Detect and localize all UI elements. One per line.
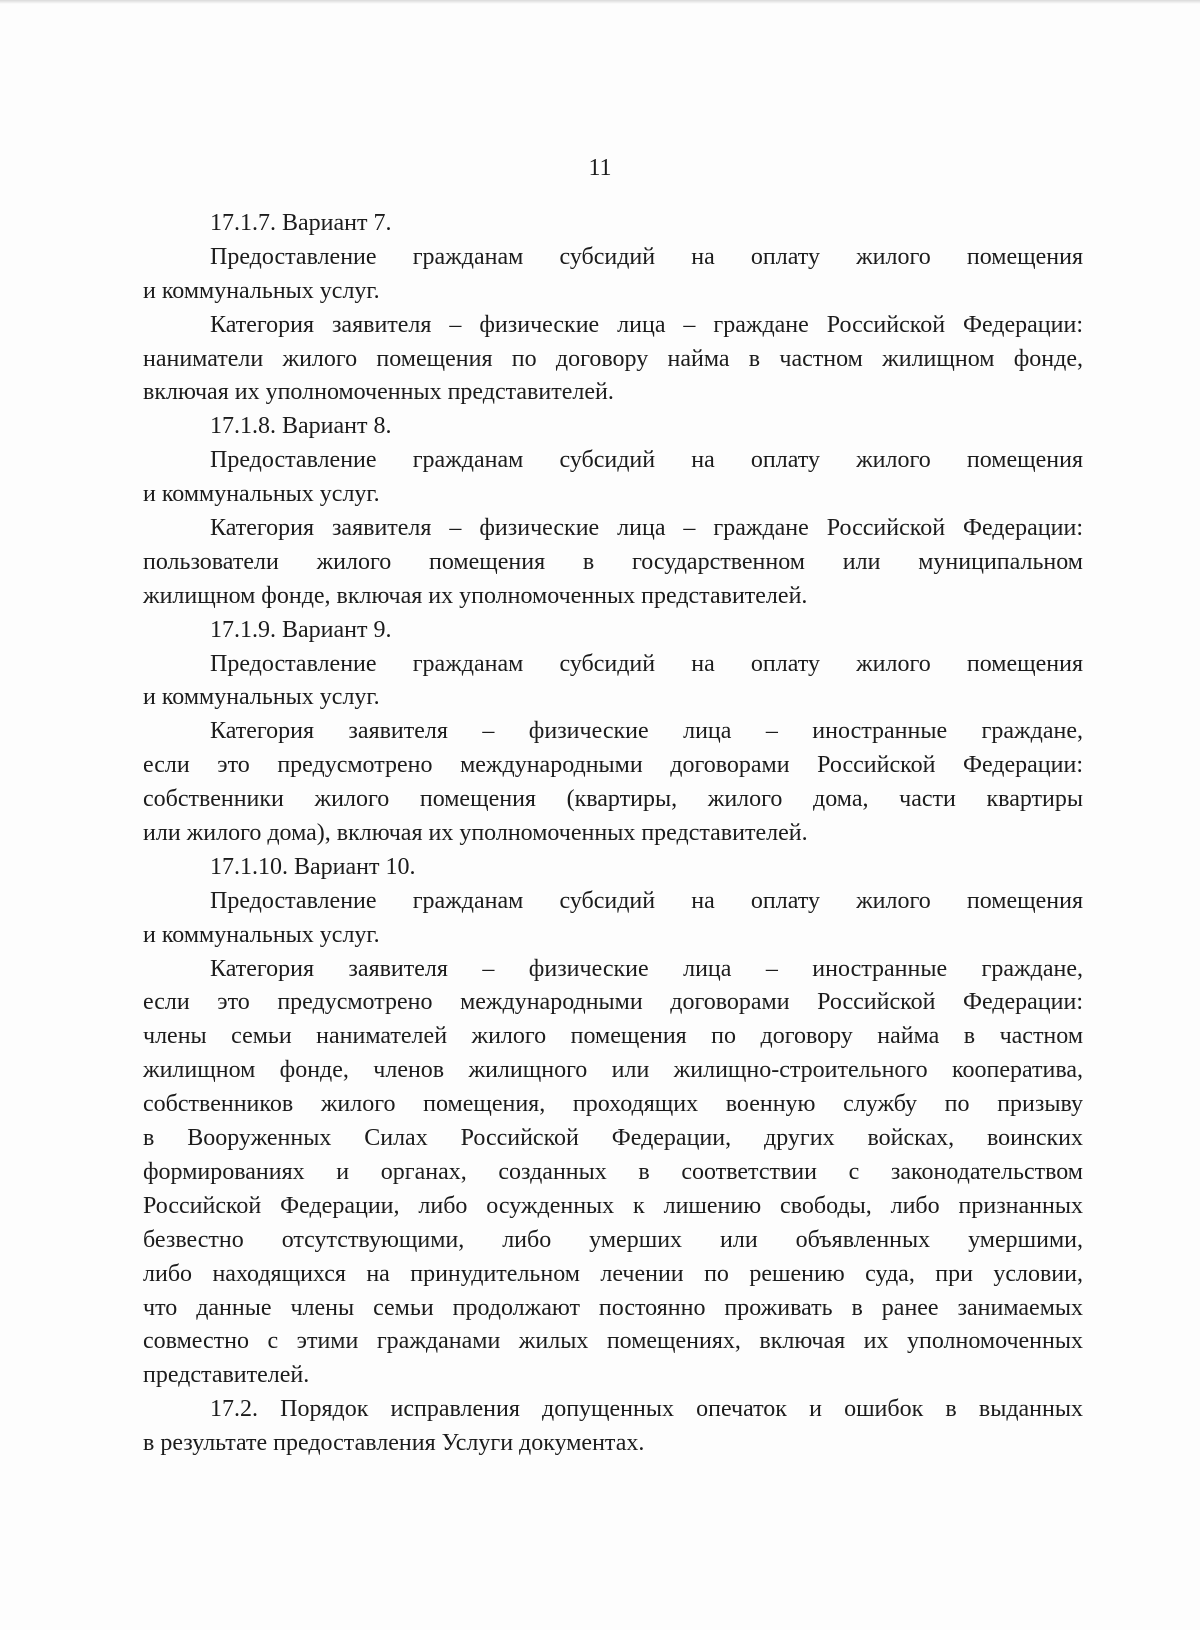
text-line: 17.1.9. Вариант 9.	[210, 616, 392, 643]
text-line: и коммунальных услуг.	[143, 921, 380, 948]
paragraph	[143, 241, 1083, 309]
text-line: совместно с этими гражданами жилых помещениях, включая их уполномоченных	[143, 1328, 1083, 1355]
paragraph	[143, 648, 1083, 716]
text-line: пользователи жилого помещения в государственном или муниципальном	[143, 548, 1083, 575]
text-line: представителей.	[143, 1362, 310, 1389]
paragraph	[143, 309, 1083, 411]
text-line: жилищном фонде, членов жилищного или жилищно-строительного кооператива,	[143, 1057, 1083, 1084]
paragraph	[143, 885, 1083, 953]
text-line: что данные члены семьи продолжают постоянно проживать в ранее занимаемых	[143, 1294, 1083, 1321]
text-line: если это предусмотрено международными договорами Российской Федерации:	[143, 752, 1083, 779]
text-line: собственников жилого помещения, проходящих военную службу по призыву	[143, 1091, 1083, 1118]
section-heading	[143, 207, 1083, 241]
text-line: в Вооруженных Силах Российской Федерации, других войсках, воинских	[143, 1125, 1083, 1152]
section-heading	[143, 1393, 1083, 1461]
text-line: Категория заявителя – физические лица – граждане Российской Федерации:	[210, 311, 1083, 338]
text-line: и коммунальных услуг.	[143, 684, 380, 711]
document-body	[143, 207, 1083, 1461]
text-line: формированиях и органах, созданных в соответствии с законодательством	[143, 1158, 1083, 1185]
text-line: 17.1.7. Вариант 7.	[210, 210, 392, 236]
text-line: или жилого дома), включая их уполномоченных представителей.	[143, 820, 808, 847]
text-line: Категория заявителя – физические лица – иностранные граждане,	[210, 718, 1083, 745]
paragraph	[143, 953, 1083, 1394]
paragraph	[143, 444, 1083, 512]
text-line: 17.2. Порядок исправления допущенных опечаток и ошибок в выданных	[210, 1396, 1083, 1423]
section-heading	[143, 614, 1083, 648]
text-line: Предоставление гражданам субсидий на оплату жилого помещения	[210, 650, 1083, 677]
text-line: в результате предоставления Услуги документах.	[143, 1430, 645, 1457]
text-line: наниматели жилого помещения по договору найма в частном жилищном фонде,	[143, 345, 1083, 372]
section-heading	[143, 410, 1083, 444]
text-line: либо находящихся на принудительном лечении по решению суда, при условии,	[143, 1260, 1083, 1287]
text-line: жилищном фонде, включая их уполномоченных представителей.	[143, 582, 808, 609]
text-line: Предоставление гражданам субсидий на оплату жилого помещения	[210, 243, 1083, 270]
text-line: Предоставление гражданам субсидий на оплату жилого помещения	[210, 887, 1083, 914]
text-line: безвестно отсутствующими, либо умерших или объявленных умершими,	[143, 1226, 1083, 1253]
page-number: 11	[588, 155, 612, 181]
text-line: включая их уполномоченных представителей.	[143, 379, 614, 406]
text-line: Предоставление гражданам субсидий на оплату жилого помещения	[210, 447, 1083, 474]
paragraph	[143, 512, 1083, 614]
text-line: если это предусмотрено международными договорами Российской Федерации:	[143, 989, 1083, 1016]
paragraph	[143, 715, 1083, 851]
scan-edge	[0, 0, 1200, 4]
text-line: Категория заявителя – физические лица – иностранные граждане,	[210, 955, 1083, 982]
section-heading	[143, 851, 1083, 885]
text-line: и коммунальных услуг.	[143, 481, 380, 508]
text-line: 17.1.8. Вариант 8.	[210, 413, 392, 440]
text-line: члены семьи нанимателей жилого помещения по договору найма в частном	[143, 1023, 1083, 1050]
text-line: Категория заявителя – физические лица – граждане Российской Федерации:	[210, 515, 1083, 542]
text-line: и коммунальных услуг.	[143, 277, 380, 304]
text-line: 17.1.10. Вариант 10.	[210, 853, 416, 880]
text-line: собственники жилого помещения (квартиры, жилого дома, части квартиры	[143, 786, 1083, 813]
text-line: Российской Федерации, либо осужденных к лишению свободы, либо признанных	[143, 1192, 1083, 1219]
